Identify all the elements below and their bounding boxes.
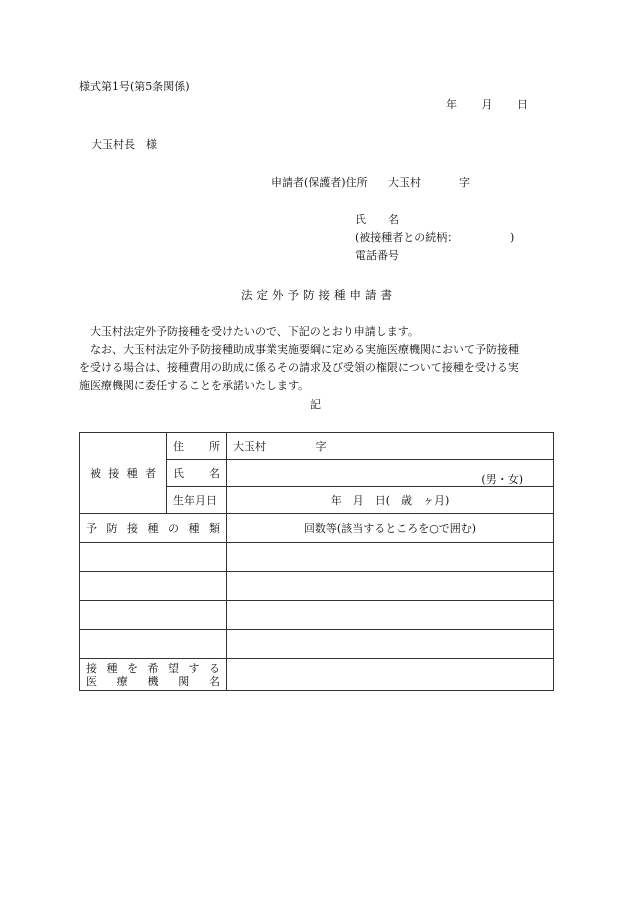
count-field[interactable]	[227, 572, 554, 601]
count-field[interactable]	[227, 630, 554, 659]
address-label: 住 所	[173, 439, 220, 453]
birth-field[interactable]	[227, 487, 554, 514]
document-title: 法定外予防接種申請書	[241, 288, 396, 302]
vaccine-type-field[interactable]	[80, 630, 227, 659]
name-label: 氏 名	[173, 466, 220, 480]
birth-format: 年 月 日( 歳 ヶ月)	[330, 493, 450, 507]
count-label: 回数等(該当するところを○で囲む)	[303, 521, 477, 535]
count-field[interactable]	[227, 543, 554, 572]
address-aza: 字	[315, 439, 327, 453]
applicant-aza: 字	[459, 176, 470, 189]
vaccine-type-label: 予 防 接 種 の 種 類	[86, 521, 220, 535]
recipient-label-cell	[80, 433, 167, 514]
applicant-relation-label: (被接種者との続柄：	[355, 231, 459, 244]
date-day-char: 日	[517, 98, 528, 111]
application-table	[79, 432, 554, 691]
date-month-char: 月	[481, 98, 493, 111]
applicant-address-label: 申請者(保護者)住所	[271, 176, 368, 189]
date-line	[446, 98, 528, 112]
vaccine-type-header	[80, 514, 227, 543]
facility-field[interactable]	[227, 659, 554, 691]
body-para-1: 大玉村法定外予防接種を受けたいので、下記のとおり申請します。	[90, 325, 419, 338]
recipient-label: 被 接 種 者	[90, 466, 156, 480]
address-village: 大玉村	[233, 439, 266, 453]
form-number: 様式第1号(第5条関係)	[79, 80, 190, 93]
vaccine-type-field[interactable]	[80, 543, 227, 572]
applicant-phone-label: 電話番号	[355, 249, 399, 262]
facility-label-line-1: 接 種 を 希 望 す る	[86, 661, 220, 675]
ki-mark: 記	[310, 398, 321, 411]
applicant-name-label: 氏 名	[355, 213, 399, 226]
facility-label-line-2: 医 療 機 関 名	[86, 674, 220, 688]
body-para-2-line-1: なお、大玉村法定外予防接種助成事業実施要綱に定める実施医療機関において予防接種	[90, 343, 519, 356]
birth-label: 生年月日	[173, 493, 217, 507]
addressee: 大玉村長 様	[91, 138, 157, 151]
body-para-2-line-3: 施医療機関に委任することを承諾いたします。	[79, 379, 310, 392]
birth-label-cell	[167, 487, 227, 514]
vaccine-type-field[interactable]	[80, 572, 227, 601]
applicant-relation-close: )	[510, 231, 515, 244]
count-field[interactable]	[227, 601, 554, 630]
body-para-2-line-2: を受ける場合は、接種費用の助成に係るその請求及び受領の権限について接種を受ける実	[79, 361, 519, 374]
facility-label-cell	[80, 659, 227, 691]
count-header	[227, 514, 554, 543]
name-label-cell	[167, 460, 227, 487]
date-year-char: 年	[446, 98, 457, 111]
name-field[interactable]	[227, 460, 554, 487]
body-text	[79, 323, 553, 395]
applicant-village: 大玉村	[388, 176, 421, 189]
vaccine-type-field[interactable]	[80, 601, 227, 630]
address-field[interactable]	[227, 433, 554, 460]
address-label-cell	[167, 433, 227, 460]
gender-option[interactable]: (男・女)	[481, 472, 523, 486]
